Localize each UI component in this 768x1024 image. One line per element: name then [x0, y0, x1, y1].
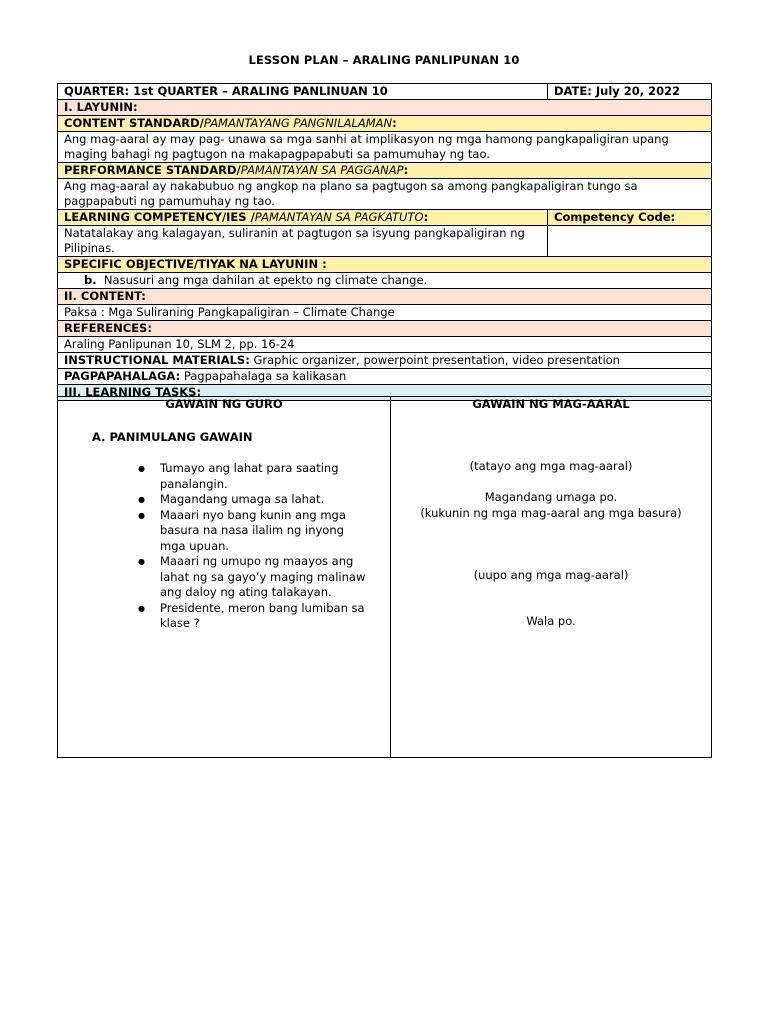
- content-standard-text: Ang mag-aaral ay may pag- unawa sa mga sanhi at implikasyon ng mga hamong pangkapaligiran upang maging bahagi ng pagtugon na makapagpapabuti sa pamumuhay ng tao.: [58, 132, 712, 163]
- list-item: ● Tumayo ang lahat para saating panalangin.: [160, 461, 372, 492]
- student-response: Wala po.: [526, 614, 576, 628]
- specific-objective-text: b. Nasusuri ang mga dahilan at epekto ng climate change.: [58, 273, 712, 289]
- date-cell: DATE: July 20, 2022: [548, 84, 712, 100]
- teacher-column: [58, 397, 391, 758]
- layunin-heading: I. LAYUNIN:: [58, 100, 712, 116]
- teacher-column-header: GAWAIN NG GURO: [165, 397, 283, 411]
- list-item: ● Maaari ng umupo ng maayos ang lahat ng sa gayo’y maging malinaw ang daloy ng ating talakayan.: [160, 554, 372, 601]
- student-response: (uupo ang mga mag-aaral): [473, 568, 629, 582]
- learning-tasks-table: [57, 396, 712, 758]
- student-column: [391, 397, 712, 758]
- specific-objective-heading: SPECIFIC OBJECTIVE/TIYAK NA LAYUNIN :: [58, 257, 712, 273]
- teacher-activity-list: [64, 461, 384, 632]
- competency-code-value: [548, 226, 712, 257]
- document-title: LESSON PLAN – ARALING PANLIPUNAN 10: [248, 53, 520, 67]
- content-standard-heading: CONTENT STANDARD/PAMANTAYANG PANGNILALAMAN:: [58, 116, 712, 132]
- materials-row: INSTRUCTIONAL MATERIALS: Graphic organizer, powerpoint presentation, video presentation: [58, 353, 712, 369]
- competency-heading: LEARNING COMPETENCY/IES /PAMANTAYAN SA PAGKATUTO:: [58, 210, 548, 226]
- student-response: (kukunin ng mga mag-aaral ang mga basura): [420, 506, 682, 520]
- performance-standard-heading: PERFORMANCE STANDARD/PAMANTAYAN SA PAGGANAP:: [58, 163, 712, 179]
- references-text: Araling Panlipunan 10, SLM 2, pp. 16-24: [58, 337, 712, 353]
- content-heading: II. CONTENT:: [58, 289, 712, 305]
- competency-code-heading: Competency Code:: [548, 210, 712, 226]
- lesson-plan-table: [57, 83, 712, 401]
- learning-tasks-heading: III. LEARNING TASKS:: [58, 385, 712, 401]
- list-item: ● Maaari nyo bang kunin ang mga basura na nasa ilalim ng inyong mga upuan.: [160, 508, 372, 555]
- references-heading: REFERENCES:: [58, 321, 712, 337]
- list-item: ● Presidente, meron bang lumiban sa klase ?: [160, 601, 372, 632]
- student-column-header: GAWAIN NG MAG-AARAL: [472, 397, 630, 411]
- list-item: ● Magandang umaga sa lahat.: [160, 492, 372, 508]
- student-response: Magandang umaga po.: [484, 490, 618, 504]
- competency-text: Natatalakay ang kalagayan, suliranin at pagtugon sa isyung pangkapaligiran ng Pilipinas.: [58, 226, 548, 257]
- performance-standard-text: Ang mag-aaral ay nakabubuo ng angkop na plano sa pagtugon sa among pangkapaligiran tungo sa pagpapabuti ng pamumuhay ng tao.: [58, 179, 712, 210]
- content-text: Paksa : Mga Suliraning Pangkapaligiran – Climate Change: [58, 305, 712, 321]
- student-response: (tatayo ang mga mag-aaral): [469, 459, 633, 473]
- values-row: PAGPAPAHALAGA: Pagpapahalaga sa kalikasan: [58, 369, 712, 385]
- section-a-heading: A. PANIMULANG GAWAIN: [92, 430, 253, 444]
- quarter-row: [58, 84, 712, 100]
- quarter-cell: QUARTER: 1st QUARTER – ARALING PANLINUAN 10: [58, 84, 548, 100]
